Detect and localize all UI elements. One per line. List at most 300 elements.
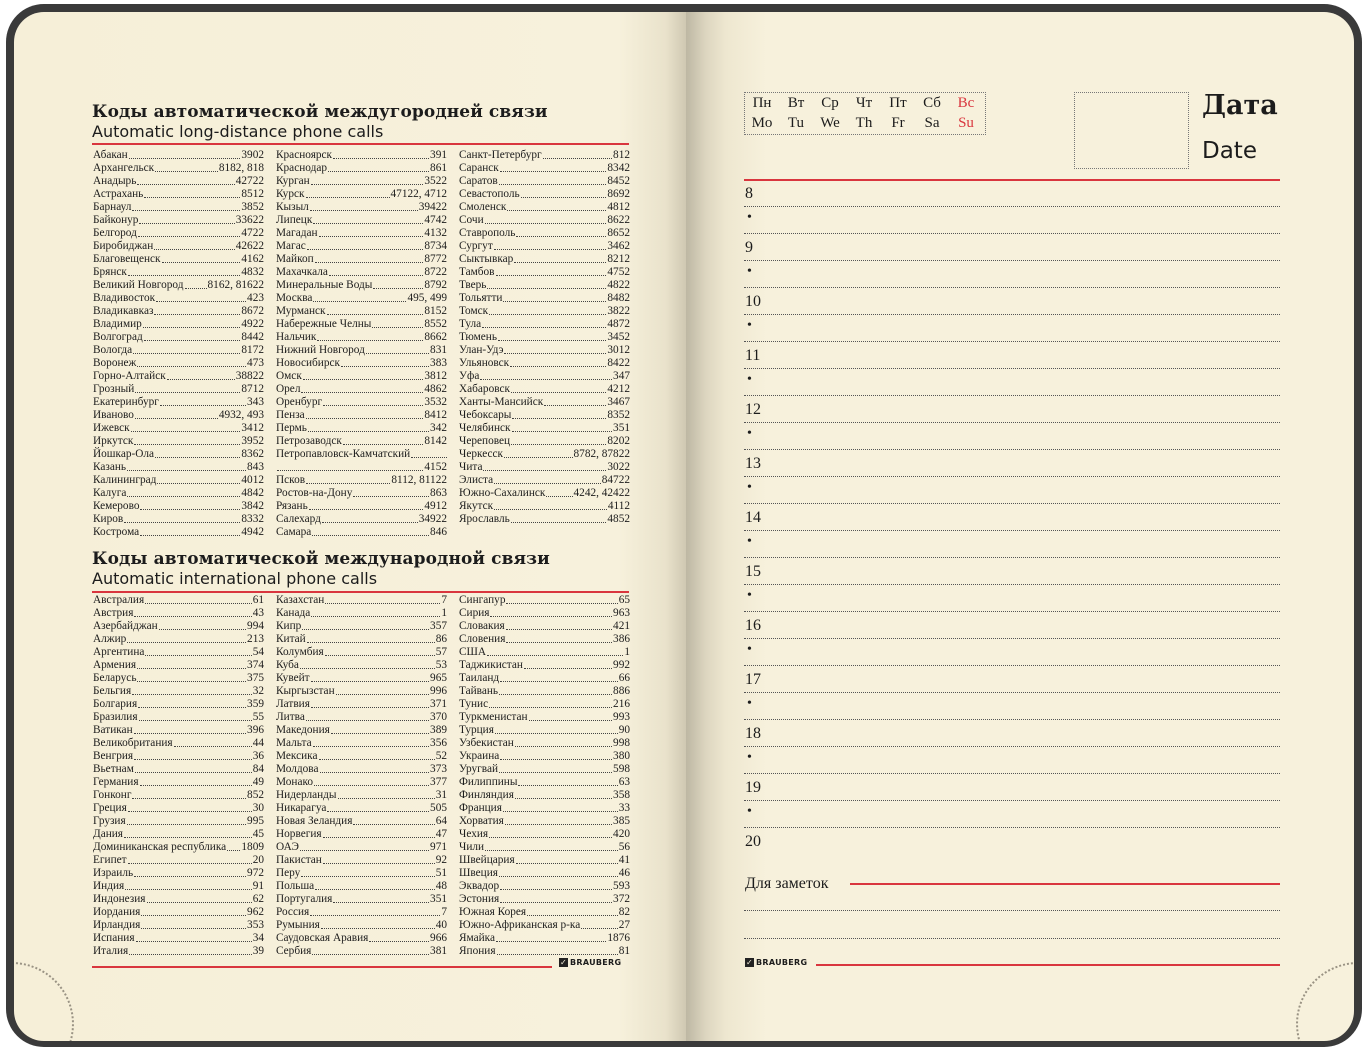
- weekday-en[interactable]: Sa: [924, 115, 940, 131]
- dot-leader: [319, 227, 424, 237]
- city-name: Мурманск: [276, 305, 326, 317]
- country-code: 389: [430, 724, 447, 736]
- hour-line[interactable]: [744, 260, 1280, 261]
- weekday-en[interactable]: Tu: [787, 115, 805, 131]
- dot-leader: [154, 305, 240, 315]
- city-name: Благовещенск: [93, 253, 161, 265]
- city-row: [93, 292, 264, 305]
- bullet-point: •: [747, 210, 752, 225]
- country-code: 61: [252, 594, 264, 606]
- city-code: 8662: [424, 331, 447, 343]
- city-name: Ставрополь: [459, 227, 516, 239]
- city-code: 8772: [424, 253, 447, 265]
- dot-leader: [507, 201, 606, 211]
- country-row: [93, 828, 264, 841]
- city-code: 3842: [241, 500, 264, 512]
- city-name: Биробиджан: [93, 240, 154, 252]
- country-code: 54: [252, 646, 264, 658]
- country-code: 351: [430, 893, 447, 905]
- country-name: Австралия: [93, 594, 145, 606]
- country-name: Египет: [93, 854, 127, 866]
- dot-leader: [307, 240, 424, 250]
- country-name: Вьетнам: [93, 763, 134, 775]
- city-name: Салехард: [276, 513, 321, 525]
- dot-leader: [341, 357, 429, 367]
- country-code: 81: [618, 945, 630, 957]
- city-row: [93, 487, 264, 500]
- city-row: [276, 331, 447, 344]
- country-row: [93, 789, 264, 802]
- dot-leader: [581, 919, 617, 929]
- country-row: [459, 893, 630, 906]
- city-name: Майкоп: [276, 253, 314, 265]
- city-code: 8152: [424, 305, 447, 317]
- city-row: [93, 162, 264, 175]
- city-row: [276, 435, 447, 448]
- country-name: Иордания: [93, 906, 141, 918]
- city-row: [93, 318, 264, 331]
- hour-label: 9: [745, 239, 753, 256]
- city-code: 8352: [607, 409, 630, 421]
- city-row: [93, 383, 264, 396]
- dot-leader: [128, 266, 241, 276]
- dot-leader: [133, 344, 240, 354]
- hour-line[interactable]: [744, 827, 1280, 828]
- city-row: [276, 279, 447, 292]
- city-code: 8692: [607, 188, 630, 200]
- city-row: [93, 266, 264, 279]
- city-code: 8552: [424, 318, 447, 330]
- hour-line[interactable]: [744, 773, 1280, 774]
- country-name: Сербия: [276, 945, 312, 957]
- dot-leader: [496, 932, 606, 942]
- country-code: 358: [613, 789, 630, 801]
- dot-leader: [411, 448, 447, 458]
- country-name: Тайвань: [459, 685, 499, 697]
- city-name: Ханты-Мансийск: [459, 396, 544, 408]
- date-box[interactable]: [1074, 92, 1189, 169]
- city-name: Тольятти: [459, 292, 503, 304]
- city-name: Улан-Удэ: [459, 344, 504, 356]
- dot-leader: [499, 867, 618, 877]
- country-name: Ватикан: [93, 724, 133, 736]
- dot-leader: [132, 789, 246, 799]
- city-row: [93, 331, 264, 344]
- hour-line[interactable]: [744, 476, 1280, 477]
- country-name: Мальта: [276, 737, 312, 749]
- weekday-en[interactable]: Fr: [891, 115, 905, 131]
- dot-leader: [494, 240, 607, 250]
- city-code: 4132: [424, 227, 447, 239]
- country-name: Куба: [276, 659, 299, 671]
- dot-leader: [137, 357, 246, 367]
- city-name: Владимир: [93, 318, 142, 330]
- dot-leader: [140, 776, 252, 786]
- hour-line[interactable]: [744, 503, 1280, 504]
- city-row: [459, 500, 630, 513]
- country-row: [459, 828, 630, 841]
- weekday-ru[interactable]: Чт: [855, 95, 873, 111]
- weekday-ru[interactable]: Пт: [889, 95, 907, 111]
- hour-line[interactable]: [744, 422, 1280, 423]
- city-name: Белгород: [93, 227, 137, 239]
- dot-leader: [329, 266, 424, 276]
- country-row: [459, 737, 630, 750]
- hour-line[interactable]: [744, 287, 1280, 288]
- hour-line[interactable]: [744, 233, 1280, 234]
- dot-leader: [309, 500, 424, 510]
- hour-line[interactable]: [744, 449, 1280, 450]
- country-row: [276, 828, 447, 841]
- country-code: 886: [613, 685, 630, 697]
- city-name: Ярославль: [459, 513, 510, 525]
- city-code: 4112: [607, 500, 630, 512]
- city-name: Красноярск: [276, 149, 333, 161]
- city-code: 3012: [607, 344, 630, 356]
- city-row: [93, 149, 264, 162]
- city-row: [93, 409, 264, 422]
- city-name: Кызыл: [276, 201, 309, 213]
- city-code: 4932, 493: [218, 409, 264, 421]
- dot-leader: [333, 149, 429, 159]
- city-row: [276, 188, 447, 201]
- country-row: [93, 932, 264, 945]
- dot-leader: [323, 828, 435, 838]
- country-row: [459, 685, 630, 698]
- city-name: Анадырь: [93, 175, 137, 187]
- dot-leader: [137, 672, 246, 682]
- country-name: Португалия: [276, 893, 333, 905]
- dot-leader: [546, 487, 572, 497]
- city-code: 423: [247, 292, 264, 304]
- city-name: Оренбург: [276, 396, 323, 408]
- hour-line[interactable]: [744, 314, 1280, 315]
- country-row: [276, 698, 447, 711]
- city-name: Горно-Алтайск: [93, 370, 166, 382]
- dot-leader: [311, 672, 429, 682]
- city-code: 351: [613, 422, 630, 434]
- hour-line[interactable]: [744, 746, 1280, 747]
- dot-leader: [512, 422, 613, 432]
- dot-leader: [157, 474, 240, 484]
- city-name: Череповец: [459, 435, 511, 447]
- country-code: 41: [618, 854, 630, 866]
- city-name: Новосибирск: [276, 357, 340, 369]
- city-code: 8212: [607, 253, 630, 265]
- weekday-en[interactable]: Th: [855, 115, 873, 131]
- city-row: [276, 526, 447, 539]
- city-code: 8142: [424, 435, 447, 447]
- dot-leader: [128, 802, 252, 812]
- city-code: 3852: [241, 201, 264, 213]
- country-row: [93, 919, 264, 932]
- city-row: [93, 344, 264, 357]
- country-row: [93, 685, 264, 698]
- dot-leader: [310, 906, 440, 916]
- hour-line[interactable]: [744, 395, 1280, 396]
- dot-leader: [506, 633, 612, 643]
- hour-line[interactable]: [744, 368, 1280, 369]
- dot-leader: [325, 646, 435, 656]
- city-name: Челябинск: [459, 422, 511, 434]
- country-name: Сингапур: [459, 594, 506, 606]
- city-name: Тюмень: [459, 331, 497, 343]
- dot-leader: [147, 893, 252, 903]
- dot-leader: [503, 292, 606, 302]
- city-code: 8342: [607, 162, 630, 174]
- country-row: [276, 880, 447, 893]
- dot-leader: [306, 188, 390, 198]
- weekday-ru[interactable]: Вс: [957, 95, 975, 111]
- city-code: 3462: [607, 240, 630, 252]
- country-name: Дания: [93, 828, 124, 840]
- city-row: [459, 292, 630, 305]
- dot-leader: [308, 422, 429, 432]
- country-code: 65: [618, 594, 630, 606]
- city-row: [93, 279, 264, 292]
- hour-line[interactable]: [744, 584, 1280, 585]
- city-code: 4912: [424, 500, 447, 512]
- country-code: 593: [613, 880, 630, 892]
- city-name: Орел: [276, 383, 301, 395]
- city-code: 4922: [241, 318, 264, 330]
- city-code: 846: [430, 526, 447, 538]
- city-code: 3452: [607, 331, 630, 343]
- country-name: Мексика: [276, 750, 318, 762]
- country-code: 374: [247, 659, 264, 671]
- hour-line[interactable]: [744, 719, 1280, 720]
- dot-leader: [310, 201, 418, 211]
- city-code: 47122, 4712: [390, 188, 447, 200]
- country-name: Южно-Африканская р-ка: [459, 919, 581, 931]
- city-code: 8712: [241, 383, 264, 395]
- country-code: 381: [430, 945, 447, 957]
- city-code: 3522: [424, 175, 447, 187]
- city-name: Пенза: [276, 409, 305, 421]
- country-row: [276, 815, 447, 828]
- country-name: Таиланд: [459, 672, 500, 684]
- hour-line[interactable]: [744, 206, 1280, 207]
- country-code: 82: [618, 906, 630, 918]
- country-row: [459, 763, 630, 776]
- country-row: [459, 919, 630, 932]
- date-label-ru: Дата: [1202, 90, 1278, 121]
- dot-leader: [499, 763, 612, 773]
- dot-leader: [325, 594, 440, 604]
- hour-line[interactable]: [744, 341, 1280, 342]
- country-code: 55: [252, 711, 264, 723]
- country-code: 505: [430, 802, 447, 814]
- city-name: Псков: [276, 474, 306, 486]
- dot-leader: [140, 500, 240, 510]
- country-name: Македония: [276, 724, 330, 736]
- city-name: Грозный: [93, 383, 135, 395]
- dot-leader: [496, 266, 607, 276]
- dot-leader: [373, 279, 423, 289]
- city-row: [93, 370, 264, 383]
- city-row: [276, 318, 447, 331]
- country-code: 996: [430, 685, 447, 697]
- city-name: Чита: [459, 461, 483, 473]
- dot-leader: [160, 396, 246, 406]
- city-name: Нальчик: [276, 331, 317, 343]
- hour-line[interactable]: [744, 611, 1280, 612]
- hour-line[interactable]: [744, 692, 1280, 693]
- city-row: [459, 266, 630, 279]
- dot-leader: [127, 487, 240, 497]
- country-name: Эстония: [459, 893, 500, 905]
- weekday-ru[interactable]: Вт: [787, 95, 805, 111]
- country-row: [459, 932, 630, 945]
- country-name: Румыния: [276, 919, 320, 931]
- city-code: 8422: [607, 357, 630, 369]
- dot-leader: [544, 396, 606, 406]
- city-name: Элиста: [459, 474, 494, 486]
- dot-leader: [311, 175, 424, 185]
- country-code: 57: [435, 646, 447, 658]
- country-code: 420: [613, 828, 630, 840]
- city-code: 8672: [241, 305, 264, 317]
- city-row: [459, 253, 630, 266]
- country-code: 1809: [241, 841, 264, 853]
- country-name: Германия: [93, 776, 139, 788]
- country-name: Хорватия: [459, 815, 504, 827]
- city-row: [459, 214, 630, 227]
- bullet-point: •: [747, 588, 752, 603]
- dot-leader: [301, 867, 434, 877]
- country-row: [459, 711, 630, 724]
- city-code: 8734: [424, 240, 447, 252]
- hour-label: 14: [745, 509, 761, 526]
- country-row: [276, 607, 447, 620]
- city-code: 391: [430, 149, 447, 161]
- brand-logo: ✓ BRAUBERG: [745, 958, 808, 967]
- city-row: [276, 409, 447, 422]
- dot-leader: [300, 659, 435, 669]
- city-code: 8622: [607, 214, 630, 226]
- country-row: [276, 763, 447, 776]
- city-name: Казань: [93, 461, 127, 473]
- country-row: [276, 659, 447, 672]
- country-row: [276, 945, 447, 958]
- check-icon: ✓: [559, 958, 567, 967]
- city-row: [459, 370, 630, 383]
- country-name: Латвия: [276, 698, 310, 710]
- hour-line[interactable]: [744, 530, 1280, 531]
- hour-label: 12: [745, 401, 761, 418]
- country-code: 373: [430, 763, 447, 775]
- city-row: [93, 175, 264, 188]
- city-name: Ижевск: [93, 422, 130, 434]
- dot-leader: [319, 750, 435, 760]
- country-name: Тунис: [459, 698, 489, 710]
- country-row: [276, 711, 447, 724]
- bullet-point: •: [747, 750, 752, 765]
- country-row: [459, 594, 630, 607]
- country-row: [93, 659, 264, 672]
- country-row: [93, 893, 264, 906]
- weekday-ru[interactable]: Ср: [821, 95, 839, 111]
- country-name: Новая Зеландия: [276, 815, 353, 827]
- weekday-en[interactable]: Mo: [751, 115, 773, 131]
- city-row: [276, 396, 447, 409]
- bullet-point: •: [747, 696, 752, 711]
- city-code: 8172: [241, 344, 264, 356]
- domestic-codes-column: [459, 149, 630, 526]
- notes-line[interactable]: [744, 938, 1280, 939]
- city-name: Ульяновск: [459, 357, 510, 369]
- city-name: Якутск: [459, 500, 494, 512]
- dot-leader: [500, 750, 612, 760]
- city-row: [93, 227, 264, 240]
- city-name: Архангельск: [93, 162, 155, 174]
- dot-leader: [155, 162, 218, 172]
- country-code: 30: [252, 802, 264, 814]
- weekday-en[interactable]: We: [820, 115, 840, 131]
- city-name: Тверь: [459, 279, 487, 291]
- city-code: 473: [247, 357, 264, 369]
- city-code: 3412: [241, 422, 264, 434]
- dot-leader: [134, 724, 246, 734]
- country-row: [93, 737, 264, 750]
- bullet-point: •: [747, 318, 752, 333]
- hour-line[interactable]: [744, 557, 1280, 558]
- city-name: Липецк: [276, 214, 313, 226]
- divider-line: [92, 143, 629, 145]
- weekday-ru[interactable]: Пн: [752, 95, 772, 111]
- country-name: Ямайка: [459, 932, 495, 944]
- dot-leader: [516, 227, 606, 237]
- country-code: 32: [252, 685, 264, 697]
- dot-leader: [138, 698, 246, 708]
- country-name: Словакия: [459, 620, 505, 632]
- country-code: 852: [247, 789, 264, 801]
- country-code: 375: [247, 672, 264, 684]
- country-code: 962: [247, 906, 264, 918]
- country-code: 47: [435, 828, 447, 840]
- city-code: 343: [247, 396, 264, 408]
- city-name: Курган: [276, 175, 310, 187]
- city-code: 34922: [418, 513, 447, 525]
- weekday-en[interactable]: Su: [958, 115, 974, 131]
- city-name: Смоленск: [459, 201, 507, 213]
- country-code: 357: [430, 620, 447, 632]
- weekdays-ru: [745, 95, 983, 112]
- dot-leader: [135, 383, 240, 393]
- country-row: [93, 880, 264, 893]
- notes-line[interactable]: [744, 910, 1280, 911]
- dot-leader: [485, 841, 618, 851]
- hour-line[interactable]: [744, 665, 1280, 666]
- city-row: [459, 162, 630, 175]
- city-row: [93, 305, 264, 318]
- city-name: Москва: [276, 292, 313, 304]
- country-row: [276, 906, 447, 919]
- country-row: [93, 646, 264, 659]
- weekday-ru[interactable]: Сб: [923, 95, 941, 111]
- hour-label: 17: [745, 671, 761, 688]
- hour-line[interactable]: [744, 800, 1280, 801]
- domestic-codes-subtitle: Automatic long-distance phone calls: [92, 122, 384, 141]
- hour-line[interactable]: [744, 638, 1280, 639]
- city-row: [459, 305, 630, 318]
- city-row: [93, 422, 264, 435]
- country-row: [93, 802, 264, 815]
- dot-leader: [137, 659, 246, 669]
- dot-leader: [303, 370, 424, 380]
- country-row: [459, 945, 630, 958]
- dot-leader: [127, 633, 246, 643]
